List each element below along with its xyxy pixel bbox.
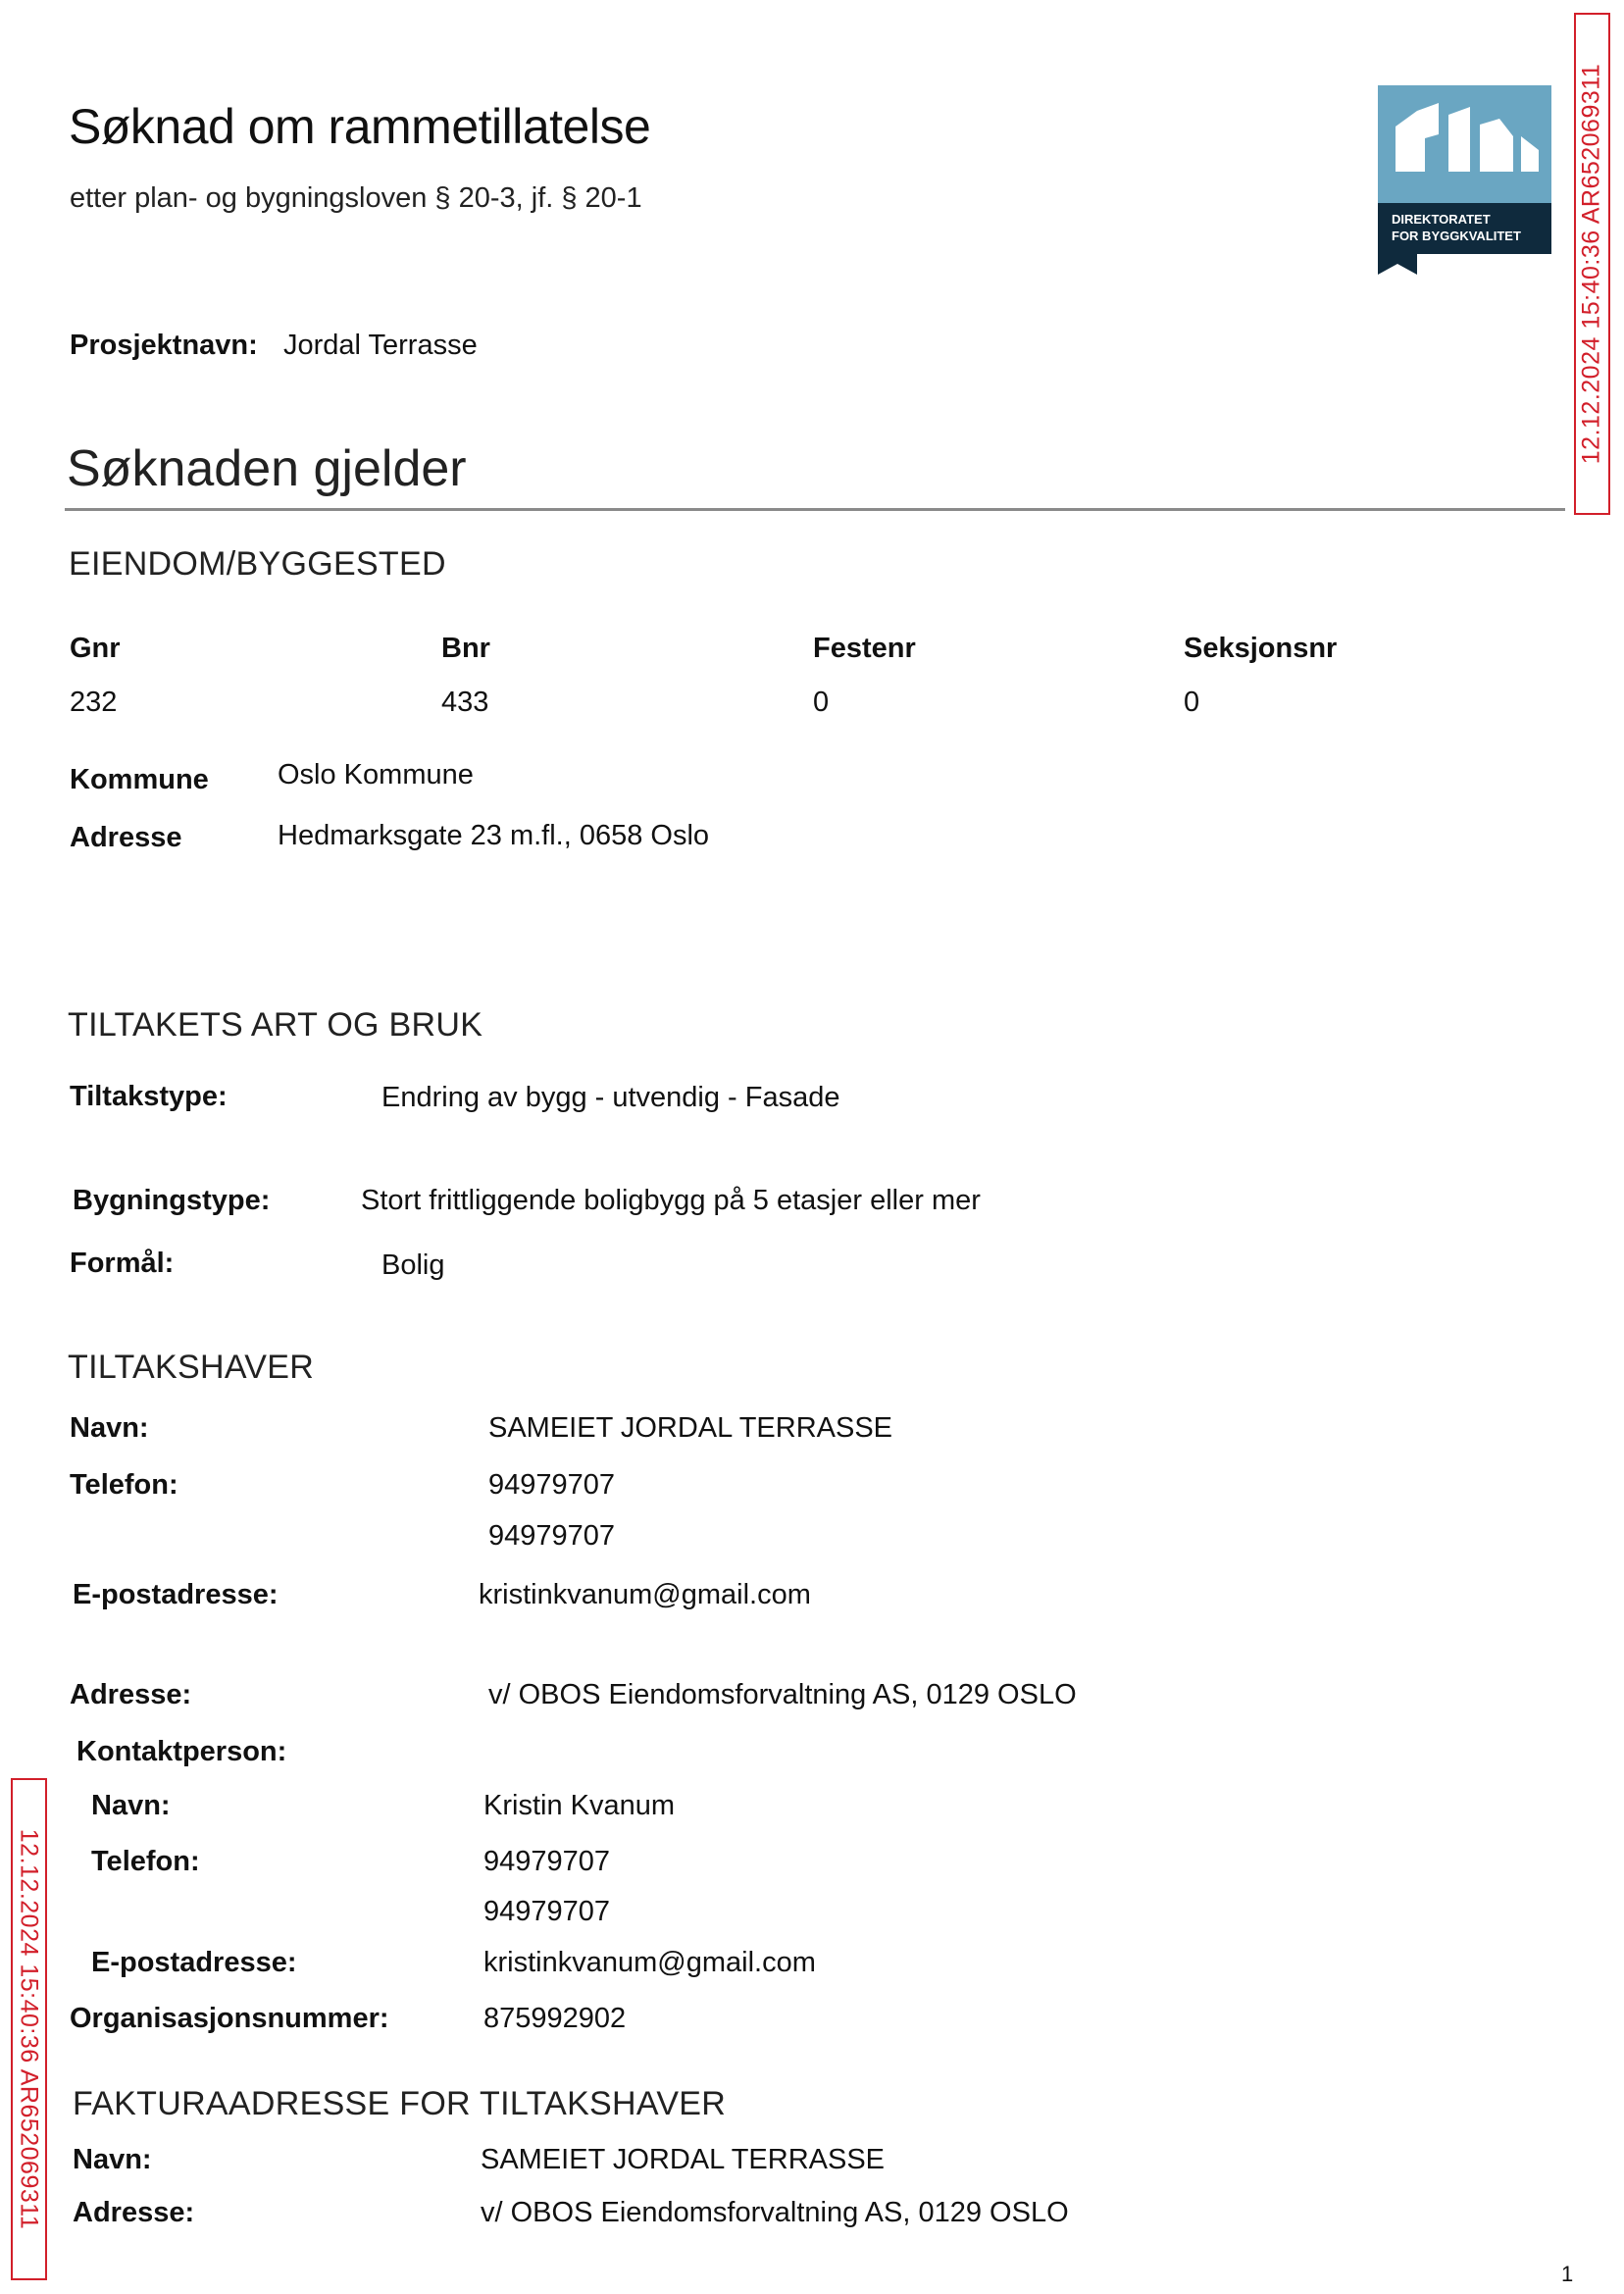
faktura-adresse-value: v/ OBOS Eiendomsforvaltning AS, 0129 OSLO (481, 2197, 1069, 2228)
gnr-label: Gnr (70, 633, 121, 664)
tiltakshaver-telefon-label: Telefon: (70, 1469, 178, 1501)
tiltakshaver-epost-value: kristinkvanum@gmail.com (479, 1579, 811, 1610)
tiltakshaver-adresse-label: Adresse: (70, 1679, 192, 1710)
project-name-label: Prosjektnavn: (70, 330, 258, 361)
logo-text-line2: FOR BYGGKVALITET (1392, 229, 1521, 243)
seksjonsnr-label: Seksjonsnr (1184, 633, 1338, 664)
bygningstype-label: Bygningstype: (73, 1185, 271, 1216)
tiltakstype-label: Tiltakstype: (70, 1081, 228, 1112)
stamp-text-top: 12.12.2024 15:40:36 AR652069311 (1577, 63, 1605, 465)
tiltakshaver-section-title: TILTAKSHAVER (68, 1349, 315, 1386)
faktura-navn-label: Navn: (73, 2144, 152, 2175)
kontakt-telefon-label: Telefon: (91, 1846, 200, 1877)
stamp-text-bottom: 12.12.2024 15:40:36 AR652069311 (15, 1828, 43, 2230)
tiltakshaver-navn-value: SAMEIET JORDAL TERRASSE (488, 1412, 893, 1444)
property-section-title: EIENDOM/BYGGESTED (69, 545, 446, 583)
formal-label: Formål: (70, 1248, 175, 1279)
seksjonsnr-value: 0 (1184, 687, 1200, 718)
bnr-value: 433 (441, 687, 489, 718)
orgnr-label: Organisasjonsnummer: (70, 2003, 389, 2034)
faktura-navn-value: SAMEIET JORDAL TERRASSE (481, 2144, 886, 2175)
heading-divider (65, 508, 1565, 511)
faktura-adresse-label: Adresse: (73, 2197, 195, 2228)
kontakt-epost-label: E-postadresse: (91, 1947, 297, 1978)
kommune-value: Oslo Kommune (278, 759, 474, 790)
project-name-value: Jordal Terrasse (283, 330, 478, 361)
bnr-label: Bnr (441, 633, 490, 664)
kontaktperson-label: Kontaktperson: (76, 1736, 287, 1767)
tiltakshaver-adresse-value: v/ OBOS Eiendomsforvaltning AS, 0129 OSLO (488, 1679, 1077, 1710)
tiltakstype-value: Endring av bygg - utvendig - Fasade (381, 1082, 840, 1113)
kommune-label: Kommune (70, 764, 209, 795)
festenr-label: Festenr (813, 633, 916, 664)
bygningstype-value: Stort frittliggende boligbygg på 5 etasjer eller mer (361, 1185, 981, 1216)
gnr-value: 232 (70, 687, 118, 718)
adresse-value: Hedmarksgate 23 m.fl., 0658 Oslo (278, 820, 710, 851)
section-heading: Søknaden gjelder (67, 440, 467, 497)
page-subtitle: etter plan- og bygningsloven § 20-3, jf. § 20-1 (70, 182, 642, 214)
kontakt-navn-label: Navn: (91, 1790, 171, 1821)
dibk-logo (1378, 85, 1551, 275)
kontakt-epost-value: kristinkvanum@gmail.com (483, 1947, 816, 1978)
tiltakshaver-telefon-value-2: 94979707 (488, 1520, 616, 1552)
formal-value: Bolig (381, 1249, 445, 1281)
orgnr-value: 875992902 (483, 2003, 627, 2034)
kontakt-navn-value: Kristin Kvanum (483, 1790, 676, 1821)
festenr-value: 0 (813, 687, 830, 718)
tiltakshaver-telefon-value-1: 94979707 (488, 1469, 616, 1501)
kontakt-telefon-value-2: 94979707 (483, 1896, 611, 1927)
adresse-label: Adresse (70, 822, 182, 853)
faktura-section-title: FAKTURAADRESSE FOR TILTAKSHAVER (73, 2085, 727, 2122)
kontakt-telefon-value-1: 94979707 (483, 1846, 611, 1877)
page-title: Søknad om rammetillatelse (69, 99, 651, 154)
tiltakshaver-epost-label: E-postadresse: (73, 1579, 279, 1610)
tiltak-section-title: TILTAKETS ART OG BRUK (68, 1006, 483, 1044)
page-number: 1 (1561, 2262, 1574, 2286)
logo-text-line1: DIREKTORATET (1392, 212, 1491, 227)
tiltakshaver-navn-label: Navn: (70, 1412, 149, 1444)
